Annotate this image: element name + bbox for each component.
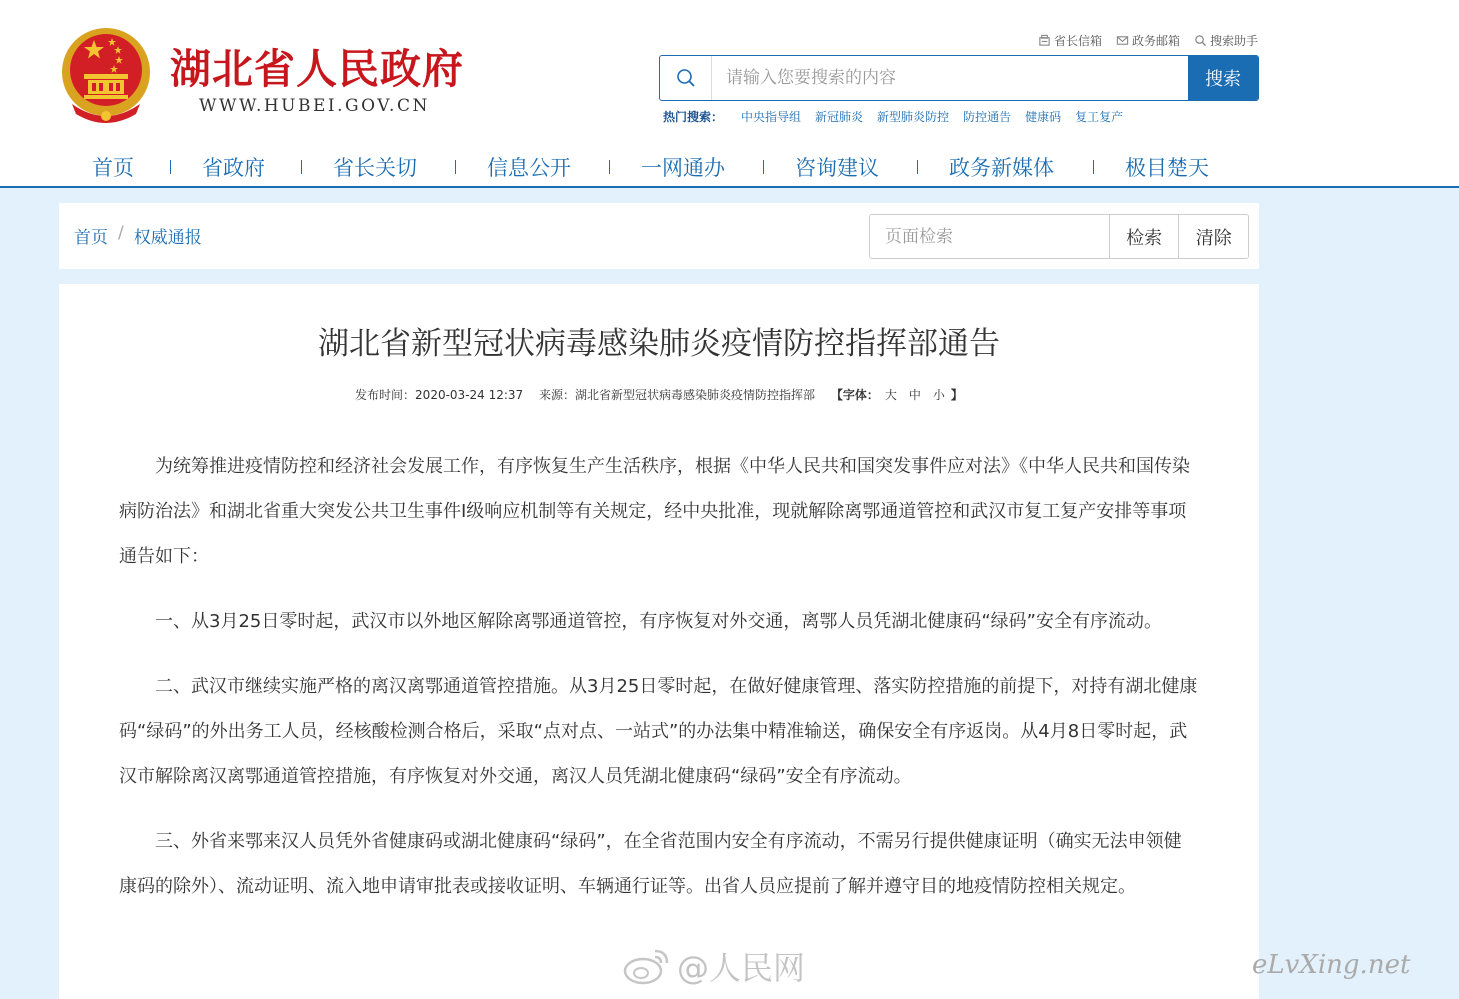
search-icon [676, 68, 696, 88]
nav-separator [455, 160, 456, 174]
article-body [119, 444, 1199, 929]
hot-search-label: 热门搜索： [663, 110, 724, 124]
site-watermark: eLvXing.net [1252, 950, 1411, 980]
weibo-watermark-text: @人民网 [677, 949, 806, 987]
search-icon [1194, 34, 1207, 47]
hot-search-item[interactable]: 健康码 [1025, 110, 1062, 124]
article-paragraph: 二、武汉市继续实施严格的离汉离鄂通道管控措施。从3月25日零时起，在做好健康管理、落实防控措施的前提下，对持有湖北健康码“绿码”的外出务工人员，经核酸检测合格后，采取“点对点、一站式”的办法集中精准输送，确保安全有序返岗。从4月8日零时起，武汉市解除离汉离鄂通道管控措施，有序恢复对外交通，离汉人员凭湖北健康码“绿码”安全有序流动。 [119, 676, 1198, 787]
nav-item-one-stop-service[interactable]: 一网通办 [641, 156, 725, 180]
gov-email-link[interactable] [1116, 30, 1180, 50]
nav-separator [609, 160, 610, 174]
site-title[interactable]: 湖北省人民政府 [170, 45, 464, 93]
breadcrumb-separator: / [118, 223, 124, 243]
font-size-large[interactable]: 大 [884, 388, 897, 402]
weibo-icon [623, 947, 671, 985]
governor-mailbox-link[interactable] [1038, 30, 1102, 50]
gov-email-label: 政务邮箱 [1131, 33, 1180, 48]
font-size-suffix: 】 [950, 388, 963, 402]
nav-item-new-media[interactable]: 政务新媒体 [949, 156, 1054, 180]
article-meta [59, 386, 1259, 403]
font-size-medium[interactable]: 中 [908, 388, 921, 402]
main-nav [0, 146, 1459, 188]
nav-separator [1093, 160, 1094, 174]
article-paragraph: 三、外省来鄂来汉人员凭外省健康码或湖北健康码“绿码”，在全省范围内安全有序流动，不需另行提供健康证明（确实无法申领健康码的除外）、流动证明、流入地申请审批表或接收证明、车辆通行证等。出省人员应提前了解并遵守目的地疫情防控相关规定。 [119, 831, 1182, 897]
national-emblem-logo[interactable] [58, 24, 154, 126]
page-search-button[interactable]: 检索 [1109, 215, 1179, 258]
search-icon-box [660, 56, 712, 100]
nav-separator [170, 160, 171, 174]
envelope-icon [1116, 34, 1129, 47]
font-size-control [831, 388, 963, 402]
page-clear-button[interactable]: 清除 [1178, 215, 1248, 258]
font-size-small[interactable]: 小 [932, 388, 945, 402]
hot-search [663, 108, 1123, 126]
article-paragraph: 一、从3月25日零时起，武汉市以外地区解除离鄂通道管控，有序恢复对外交通，离鄂人员凭湖北健康码“绿码”安全有序流动。 [155, 611, 1163, 632]
nav-separator [301, 160, 302, 174]
hot-search-item[interactable]: 复工复产 [1075, 110, 1124, 124]
breadcrumb [74, 223, 202, 248]
nav-item-home[interactable]: 首页 [92, 156, 134, 180]
site-search-box [659, 55, 1259, 101]
nav-separator [763, 160, 764, 174]
nav-item-consult-suggest[interactable]: 咨询建议 [795, 156, 879, 180]
page-search [869, 214, 1249, 259]
nav-item-jimu-chutian[interactable]: 极目楚天 [1125, 156, 1209, 180]
search-assistant-link[interactable] [1194, 30, 1258, 50]
site-url: WWW.HUBEI.GOV.CN [199, 96, 430, 116]
hot-search-item[interactable]: 新冠肺炎 [815, 110, 864, 124]
weibo-watermark [623, 944, 805, 988]
search-input[interactable] [712, 56, 1188, 100]
top-links [1000, 30, 1258, 50]
article-paragraph: 为统筹推进疫情防控和经济社会发展工作，有序恢复生产生活秩序，根据《中华人民共和国突发事件应对法》《中华人民共和国传染病防治法》和湖北省重大突发公共卫生事件I级响应机制等有关规定，经中央批准，现就解除离鄂通道管控和武汉市复工复产安排等事项通告如下： [119, 456, 1190, 567]
article [59, 284, 1259, 999]
site-header [0, 0, 1459, 188]
mailbox-icon [1038, 34, 1051, 47]
hot-search-item[interactable]: 新型肺炎防控 [877, 110, 950, 124]
publish-time: 发布时间：2020-03-24 12:37 [355, 388, 524, 402]
hot-search-item[interactable]: 中央指导组 [741, 110, 802, 124]
breadcrumb-bar [59, 203, 1259, 269]
nav-item-info-disclosure[interactable]: 信息公开 [487, 156, 571, 180]
nav-item-provincial-gov[interactable]: 省政府 [202, 156, 265, 180]
breadcrumb-authoritative-notice[interactable]: 权威通报 [133, 228, 202, 248]
article-title: 湖北省新型冠状病毒感染肺炎疫情防控指挥部通告 [318, 326, 1000, 362]
governor-mailbox-label: 省长信箱 [1053, 33, 1102, 48]
nav-separator [917, 160, 918, 174]
hot-search-item[interactable]: 防控通告 [963, 110, 1012, 124]
article-source: 来源：湖北省新型冠状病毒感染肺炎疫情防控指挥部 [539, 388, 816, 402]
breadcrumb-home[interactable]: 首页 [74, 228, 108, 248]
font-size-prefix: 【字体： [830, 388, 879, 402]
search-button[interactable]: 搜索 [1188, 56, 1258, 100]
search-assistant-label: 搜索助手 [1209, 33, 1258, 48]
nav-item-governor-concern[interactable]: 省长关切 [333, 156, 417, 180]
page-search-input[interactable] [870, 215, 1109, 258]
